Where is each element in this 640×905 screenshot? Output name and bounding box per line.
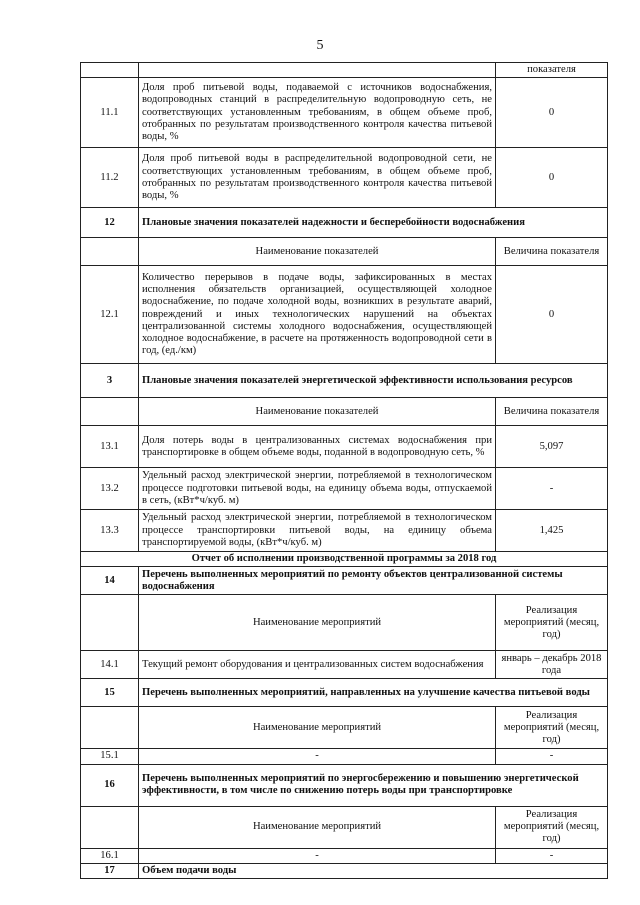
section-number: 15 [81,679,139,707]
column-header-value: Величина показателя [496,238,608,266]
section-number: 16 [81,764,139,806]
column-header-name: Наименование мероприятий [139,806,496,848]
section-row [81,679,608,707]
table-row [81,148,608,208]
section-title: Плановые значения показателей надежности и бесперебойности водоснабжения [139,208,608,238]
row-number-cell: 14.1 [81,651,139,679]
row-number-cell [81,806,139,848]
row-text-cell: Доля проб питьевой воды, подаваемой с источников водоснабжения, водопроводных станций в распределительную водопроводную сеть, не соответствующих установленным требованиям, в общем объеме проб, отобранных по результатам производственного контроля качества питьевой воды, % [139,78,496,148]
table-row [81,63,608,78]
row-number-cell [81,398,139,426]
value-cell: 1,425 [496,510,608,552]
row-number-cell: 12.1 [81,266,139,364]
table-row [81,78,608,148]
report-title: Отчет об исполнении производственной программы за 2018 год [81,552,608,567]
section-row [81,863,608,878]
header-row [81,398,608,426]
row-number-cell: 11.1 [81,78,139,148]
row-text-cell: Удельный расход электрической энергии, потребляемой в технологическом процессе транспортировки питьевой воды, на единицу объема транспортируемой воды, (кВт*ч/куб. м) [139,510,496,552]
row-number-cell [81,63,139,78]
row-text-cell: Удельный расход электрической энергии, потребляемой в технологическом процессе подготовки питьевой воды, на единицу объема воды, отпускаемой в сеть, (кВт*ч/куб. м) [139,468,496,510]
indicator-table [80,62,608,879]
section-title: Перечень выполненных мероприятий по энергосбережению и повышению энергетической эффективности, в том числе по снижению потерь воды при транспортировке [139,764,608,806]
section-number: 14 [81,567,139,595]
section-row [81,208,608,238]
section-title: Перечень выполненных мероприятий по ремонту объектов централизованной системы водоснабжения [139,567,608,595]
row-text-cell [139,63,496,78]
value-cell: - [496,468,608,510]
header-row [81,806,608,848]
row-number-cell: 13.1 [81,426,139,468]
row-number-cell: 13.2 [81,468,139,510]
table-row [81,510,608,552]
value-cell: 0 [496,148,608,208]
section-number: 17 [81,863,139,878]
section-title: Плановые значения показателей энергетической эффективности использования ресурсов [139,364,608,398]
table-row [81,266,608,364]
row-number-cell: 11.2 [81,148,139,208]
section-number: 3 [81,364,139,398]
value-cell: показателя [496,63,608,78]
column-header-value: Реализация мероприятий (месяц, год) [496,707,608,749]
report-title-row [81,552,608,567]
value-cell: 0 [496,78,608,148]
header-row [81,595,608,651]
column-header-value: Реализация мероприятий (месяц, год) [496,595,608,651]
section-row [81,567,608,595]
page-number: 5 [316,38,324,53]
value-cell: 5,097 [496,426,608,468]
value-cell: - [496,848,608,863]
table-row [81,848,608,863]
column-header-value: Величина показателя [496,398,608,426]
row-text-cell: - [139,749,496,764]
value-cell: 0 [496,266,608,364]
column-header-name: Наименование показателей [139,398,496,426]
section-row [81,764,608,806]
header-row [81,707,608,749]
section-title: Перечень выполненных мероприятий, направленных на улучшение качества питьевой воды [139,679,608,707]
row-text-cell: Доля потерь воды в централизованных системах водоснабжения при транспортировке в общем объеме воды, поданной в водопроводную сеть, % [139,426,496,468]
row-number-cell: 16.1 [81,848,139,863]
value-cell: - [496,749,608,764]
row-text-cell: Количество перерывов в подаче воды, зафиксированных в местах исполнения обязательств организацией, осуществляющей холодное водоснабжение, по подаче холодной воды, возникших в результате аварий, повреждений и иных технологических нарушений на объектах централизованной системы холодного водоснабжения, осуществляющей холодное водоснабжение, в расчете на протяженность водопроводной сети в год, (ед./км) [139,266,496,364]
row-number-cell: 13.3 [81,510,139,552]
value-cell: январь – декабрь 2018 года [496,651,608,679]
row-number-cell [81,707,139,749]
row-number-cell [81,238,139,266]
section-number: 12 [81,208,139,238]
row-number-cell: 15.1 [81,749,139,764]
row-number-cell [81,595,139,651]
column-header-name: Наименование мероприятий [139,595,496,651]
table-row [81,651,608,679]
section-title: Объем подачи воды [139,863,608,878]
column-header-name: Наименование мероприятий [139,707,496,749]
row-text-cell: - [139,848,496,863]
header-row [81,238,608,266]
row-text-cell: Текущий ремонт оборудования и централизованных систем водоснабжения [139,651,496,679]
column-header-name: Наименование показателей [139,238,496,266]
table-row [81,468,608,510]
row-text-cell: Доля проб питьевой воды в распределительной водопроводной сети, не соответствующих установленным требованиям, в общем объеме проб, отобранных по результатам производственного контроля качества питьевой воды, % [139,148,496,208]
column-header-value: Реализация мероприятий (месяц, год) [496,806,608,848]
table-row [81,426,608,468]
table-row [81,749,608,764]
section-row [81,364,608,398]
